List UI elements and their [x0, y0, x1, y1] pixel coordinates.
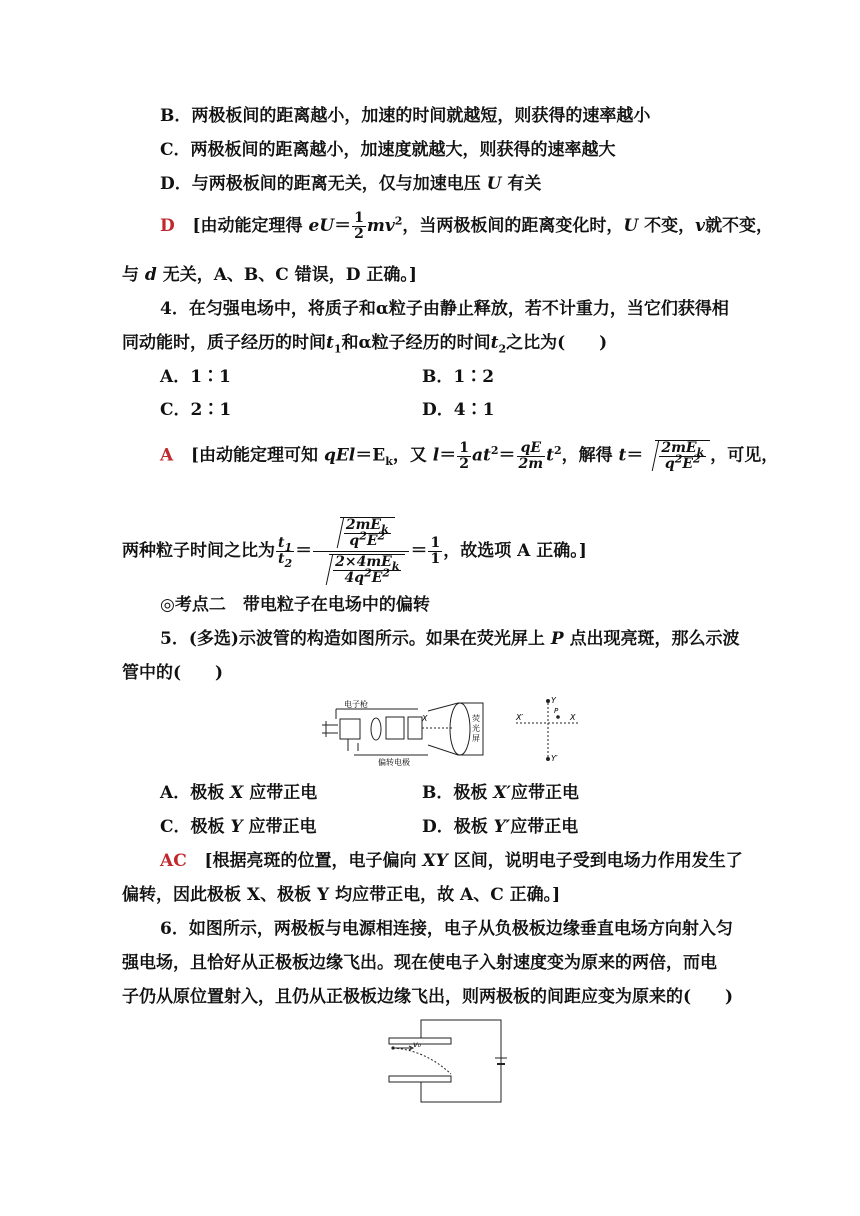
- option-5b: B．极板 X′应带正电: [422, 783, 579, 803]
- option-3b: B．两极板间的距离越小，加速的时间就越短，则获得的速率越小: [160, 106, 651, 126]
- option-4b: B．1∶2: [422, 367, 495, 387]
- answer-5-line2: 偏转，因此极板 X、极板 Y 均应带正电，故 A、C 正确。]: [122, 885, 561, 905]
- capacitor-figure: [385, 1014, 515, 1110]
- section-heading: ◎考点二 带电粒子在电场中的偏转: [160, 595, 430, 615]
- label-gun: 电子枪: [344, 700, 368, 709]
- q4-line2: 同动能时，质子经历的时间$t_1$和α粒子经历的时间$t_2$之比为( ): [122, 333, 608, 356]
- option-4c: C．2∶1: [160, 400, 232, 420]
- option-5d: D．极板 Y′应带正电: [422, 817, 579, 837]
- option-4d: D．4∶1: [422, 400, 495, 420]
- svg-text:X′: X′: [516, 713, 524, 722]
- svg-text:X: X: [422, 714, 428, 723]
- answer-letter: A: [160, 445, 174, 466]
- q5-line1: 5．(多选)示波管的构造如图所示。如果在荧光屏上 P 点出现亮斑，那么示波: [160, 629, 740, 649]
- answer-letter: D: [160, 216, 175, 236]
- svg-text:P: P: [554, 707, 559, 715]
- answer-4-line2: 两种粒子时间之比为 $\frac{t_1}{t_2}$ ＝ $\frac{\frac{2mE_k}{q^2E^2}}{\frac{2\times 4mE_k}{4q^2E^2}}$ ＝ $\frac{1}{1}$ ，故选项 A 正确。]: [122, 517, 587, 586]
- label-plates: 偏转电极: [378, 758, 410, 767]
- svg-text:光: 光: [472, 724, 480, 733]
- option-5c: C．极板 Y 应带正电: [160, 817, 317, 837]
- answer-3-line1: D [由动能定理得 eU＝ $\frac{1}{2}$ $mv^2$，当两极板间的距离变化时，U 不变，v就不变，: [160, 210, 774, 242]
- q6-line1: 6．如图所示，两极板与电源相连接，电子从负极板边缘垂直电场方向射入匀: [160, 919, 733, 939]
- q6-line2: 强电场，且恰好从正极板边缘飞出。现在使电子入射速度变为原来的两倍，而电: [122, 953, 717, 973]
- sqrt: $\frac{2mE_k}{q^2E^2}$: [655, 440, 710, 472]
- svg-text:屏: 屏: [472, 734, 480, 743]
- answer-5-line1: AC [根据亮斑的位置，电子偏向 XY 区间，说明电子受到电场力作用发生了: [160, 851, 743, 871]
- svg-text:荧: 荧: [472, 714, 480, 723]
- svg-text:X: X: [570, 713, 576, 722]
- answer-letter: AC: [160, 851, 187, 871]
- option-3d: D．与两极板间的距离无关，仅与加速电压 U 有关: [160, 174, 542, 194]
- option-4a: A．1∶1: [160, 367, 231, 387]
- oscilloscope-figure: [318, 695, 588, 767]
- option-3c: C．两极板间的距离越小，加速度就越大，则获得的速率越大: [160, 140, 616, 160]
- q4-line1: 4．在匀强电场中，将质子和α粒子由静止释放，若不计重力，当它们获得相: [160, 299, 729, 319]
- answer-3-line2: 与 d 无关，A、B、C 错误，D 正确。]: [122, 265, 417, 285]
- answer-4-line1: A [由动能定理可知 $qEl=E_k$，又 l＝ $\frac{1}{2}$ $at^2=$ $\frac{qE}{2m}$ $t^2$，解得 t＝ $\frac{2mE_k}{q^2E^2}$ ，可见，: [160, 439, 779, 472]
- label-v0: v₀: [413, 1040, 421, 1049]
- fraction: $\frac{1}{2}$: [354, 210, 364, 242]
- svg-text:Y: Y: [551, 696, 556, 705]
- q6-line3: 子仍从原位置射入，且仍从正极板边缘飞出，则两极板的间距应变为原来的( ): [122, 987, 734, 1007]
- option-5a: A．极板 X 应带正电: [160, 783, 318, 803]
- svg-text:Y′: Y′: [551, 754, 558, 763]
- q5-line2: 管中的( ): [122, 663, 224, 683]
